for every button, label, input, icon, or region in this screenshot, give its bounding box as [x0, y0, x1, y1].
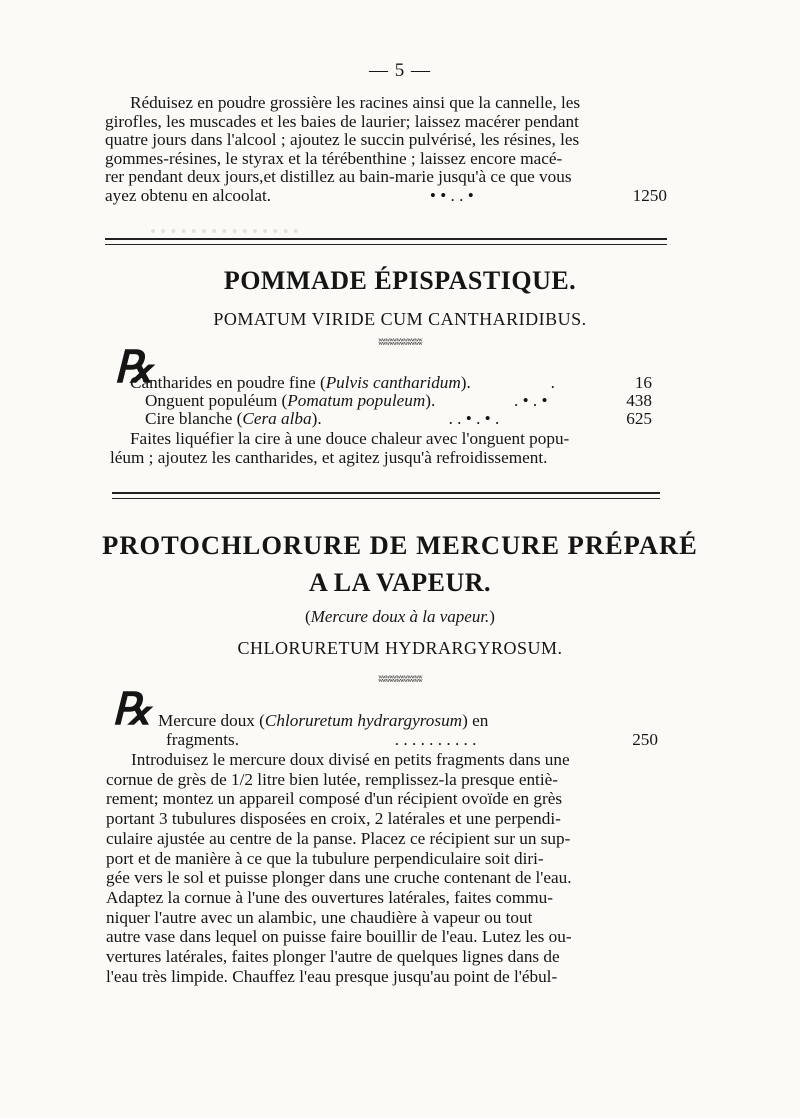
- text-line: Introduisez le mercure doux divisé en petits fragments dans une: [131, 750, 570, 769]
- section-divider: [105, 238, 667, 245]
- final-quantity-line: [105, 187, 667, 206]
- section2-instructions: [106, 750, 664, 986]
- ingredient-label: fragments.: [166, 729, 240, 749]
- intro-paragraph: [105, 94, 667, 206]
- ingredient-quantity: 16: [634, 373, 652, 392]
- leader-dots: . • . •: [513, 391, 548, 410]
- ingredient-quantity: 438: [626, 391, 652, 410]
- quantity-value: 1250: [632, 185, 667, 205]
- section1-instructions: [110, 430, 662, 467]
- page-number: — 5 —: [369, 60, 431, 81]
- ingredient-name: Mercure doux ( Chloruretum hydrargyrosum ) en: [158, 711, 489, 730]
- text-line: rer pendant deux jours,et distillez au bain-marie jusqu'à ce que vous: [105, 167, 572, 187]
- leader-dots: . . . . . . . . . .: [394, 729, 477, 749]
- recipe-symbol-icon: ℞: [114, 343, 154, 392]
- text-line: rement; montez un appareil composé d'un récipient ovoïde en grès: [106, 789, 563, 809]
- latin-name: POMATUM VIRIDE CUM CANTHARIDIBUS.: [213, 309, 587, 329]
- text-line: Faites liquéfier la cire à une douce chaleur avec l'onguent popu-: [130, 429, 570, 448]
- text-line: l'eau très limpide. Chauffez l'eau presque jusqu'au point de l'ébul-: [106, 966, 558, 986]
- text-line: léum ; ajoutez les cantharides, et agitez jusqu'à refroidissement.: [110, 447, 548, 467]
- ingredient-name: Onguent populéum (Pomatum populeum).: [145, 391, 436, 410]
- leader-dots: • • . . •: [429, 185, 474, 205]
- ingredient-row: [130, 374, 652, 392]
- ingredient-quantity: 250: [632, 729, 658, 749]
- text-line: cornue de grès de 1/2 litre bien lutée, remplissez-la presque entiè-: [106, 769, 558, 789]
- section-divider: [112, 492, 660, 499]
- ingredient-name: Cantharides en poudre fine (Pulvis cantharidum).: [130, 373, 471, 392]
- alternate-name: (Mercure doux à la vapeur.): [305, 607, 495, 626]
- text-line: niquer l'autre avec un alambic, une chaudière à vapeur ou tout: [106, 907, 533, 927]
- ingredient-list: [130, 374, 652, 428]
- text-line: gommes-résines, le styrax et la térébenthine ; laissez encore macé-: [105, 148, 563, 168]
- recipe-symbol-icon: ℞: [112, 685, 152, 734]
- text-line: gée vers le sol et puisse plonger dans une cruche contenant de l'eau.: [106, 868, 572, 888]
- text-line: culaire ajustée au centre de la panse. Placez ce récipient sur un sup-: [106, 828, 571, 848]
- latin-name: CHLORURETUM HYDRARGYROSUM.: [237, 638, 563, 658]
- text-line: girofles, les muscades et les baies de laurier; laissez macérer pendant: [105, 111, 579, 131]
- ornament: ʬʬʬʬʬʬʬʬʬʬʬʬ: [378, 337, 422, 347]
- text-line: Adaptez la cornue à l'une des ouvertures latérales, faites commu-: [106, 887, 553, 907]
- ingredient-quantity: 625: [626, 409, 652, 428]
- leader-dots: . . • . • .: [448, 409, 500, 428]
- section-title-continued: A LA VAPEUR.: [308, 568, 492, 597]
- leader-dots: .: [550, 373, 555, 392]
- section2-ingredient: [158, 712, 658, 749]
- section-title: POMMADE ÉPISPASTIQUE.: [223, 266, 577, 295]
- final-label: ayez obtenu en alcoolat.: [105, 185, 272, 205]
- text-line: quatre jours dans l'alcool ; ajoutez le succin pulvérisé, les résines, les: [105, 130, 580, 150]
- show-through-text: • • • • • • • • • • • • • • •: [150, 222, 299, 241]
- text-line: port et de manière à ce que la tubulure perpendiculaire soit diri-: [106, 848, 544, 868]
- text-line: Réduisez en poudre grossière les racines ainsi que la cannelle, les: [130, 93, 581, 112]
- ingredient-name: Cire blanche (Cera alba).: [145, 409, 322, 428]
- text-line: vertures latérales, faites plonger l'autre de quelques lignes dans de: [106, 947, 560, 967]
- section-title: PROTOCHLORURE DE MERCURE PRÉPARÉ: [102, 530, 698, 560]
- ingredient-row: [130, 392, 652, 410]
- ingredient-quantity-line: [158, 731, 658, 750]
- text-line: autre vase dans lequel on puisse faire bouillir de l'eau. Lutez les ou-: [106, 927, 572, 947]
- ornament: ʬʬʬʬʬʬʬʬʬʬʬʬ: [378, 674, 422, 684]
- text-line: portant 3 tubulures disposées en croix, 2 latérales et une perpendi-: [106, 809, 561, 829]
- ingredient-row: [130, 410, 652, 428]
